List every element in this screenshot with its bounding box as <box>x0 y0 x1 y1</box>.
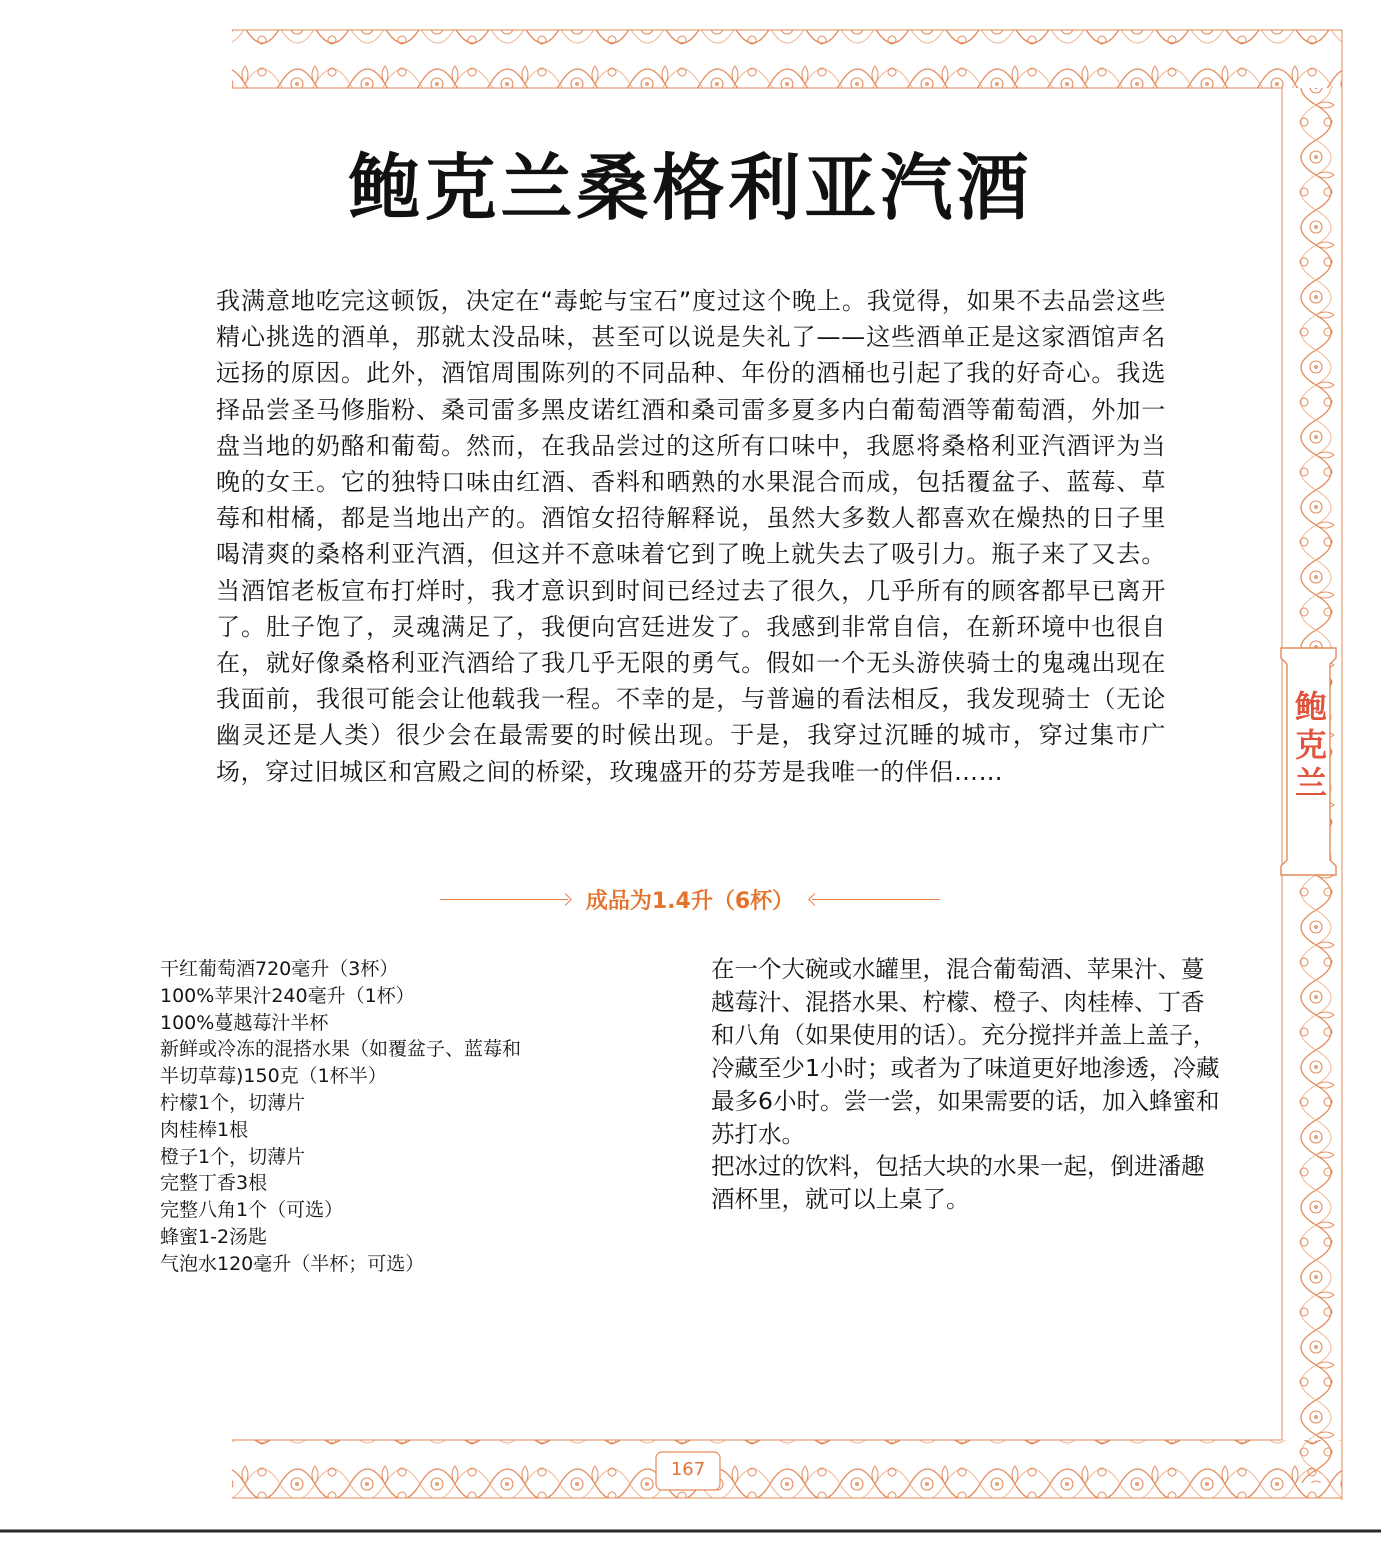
yield-divider-right <box>812 899 940 900</box>
ingredient-item: 干红葡萄酒720毫升（3杯） <box>160 958 399 980</box>
ingredient-item: 柠檬1个，切薄片 <box>160 1091 306 1114</box>
intro-paragraph: 我满意地吃完这顿饭，决定在“毒蛇与宝石”度过这个晚上。我觉得，如果不去品尝这些精心挑选的酒单，那就太没品味，甚至可以说是失礼了——这些酒单正是这家酒馆声名远扬的原因。此外，酒馆周围陈列的不同品种、年份的酒桶也引起了我的好奇心。我选择品尝圣马修脂粉、桑司雷多黑皮诺红酒和桑司雷多夏多内白葡萄酒等葡萄酒，外加一盘当地的奶酪和葡萄。然而，在我品尝过的这所有口味中，我愿将桑格利亚汽酒评为当晚的女王。它的独特口味由红酒、香料和晒熟的水果混合而成，包括覆盆子、蓝莓、草莓和柑橘，都是当地出产的。酒馆女招待解释说，虽然大多数人都喜欢在燥热的日子里喝清爽的桑格利亚汽酒，但这并不意味着它到了晚上就失去了吸引力。瓶子来了又去。当酒馆老板宣布打烊时，我才意识到时间已经过去了很久，几乎所有的顾客都早已离开了。肚子饱了，灵魂满足了，我便向宫廷进发了。我感到非常自信，在新环境中也很自在，就好像桑格利亚汽酒给了我几乎无限的勇气。假如一个无头游侠骑士的鬼魂出现在我面前，我很可能会让他载我一程。不幸的是，与普遍的看法相反，我发现骑士（无论幽灵还是人类）很少会在最需要的时候出现。于是，我穿过沉睡的城市，穿过集市广场，穿过旧城区和宫殿之间的桥梁，玫瑰盛开的芬芳是我唯一的伴侣…… <box>216 287 1166 786</box>
method-step: 在一个大碗或水罐里，混合葡萄酒、苹果汁、蔓越莓汁、混搭水果、柠檬、橙子、肉桂棒、丁香和八角（如果使用的话）。充分搅拌并盖上盖子，冷藏至少1小时；或者为了味道更好地渗透，冷藏最多6小时。尝一尝，如果需要的话，加入蜂蜜和苏打水。 <box>711 955 1220 1148</box>
ingredient-item: 100%蔓越莓汁半杯 <box>160 1011 329 1034</box>
yield-banner <box>440 879 940 919</box>
ingredient-item: 100%苹果汁240毫升（1杯） <box>160 984 415 1007</box>
ingredient-item: 蜂蜜1-2汤匙 <box>160 1225 268 1248</box>
page-number: 167 <box>670 1459 706 1480</box>
method-step: 把冰过的饮料，包括大块的水果一起，倒进潘趣酒杯里，就可以上桌了。 <box>711 1152 1205 1214</box>
page-title: 鲍克兰桑格利亚汽酒 <box>348 146 1033 230</box>
yield-text: 成品为1.4升（6杯） <box>585 888 795 914</box>
ingredient-item: 橙子1个，切薄片 <box>160 1145 306 1168</box>
ingredient-item: 半切草莓)150克（1杯半） <box>160 1065 387 1088</box>
ingredient-item: 新鲜或冷冻的混搭水果（如覆盆子、蓝莓和 <box>160 1038 522 1061</box>
method-steps <box>711 953 1221 1216</box>
ingredient-item: 完整丁香3根 <box>160 1172 268 1195</box>
ingredient-list <box>160 956 600 1278</box>
ingredient-item: 气泡水120毫升（半杯；可选） <box>160 1252 425 1275</box>
yield-divider-left <box>440 899 568 900</box>
ingredient-item: 完整八角1个（可选） <box>160 1199 344 1222</box>
chapter-side-tab: 鲍克兰 <box>1290 690 1328 804</box>
ingredient-item: 肉桂棒1根 <box>160 1118 249 1141</box>
